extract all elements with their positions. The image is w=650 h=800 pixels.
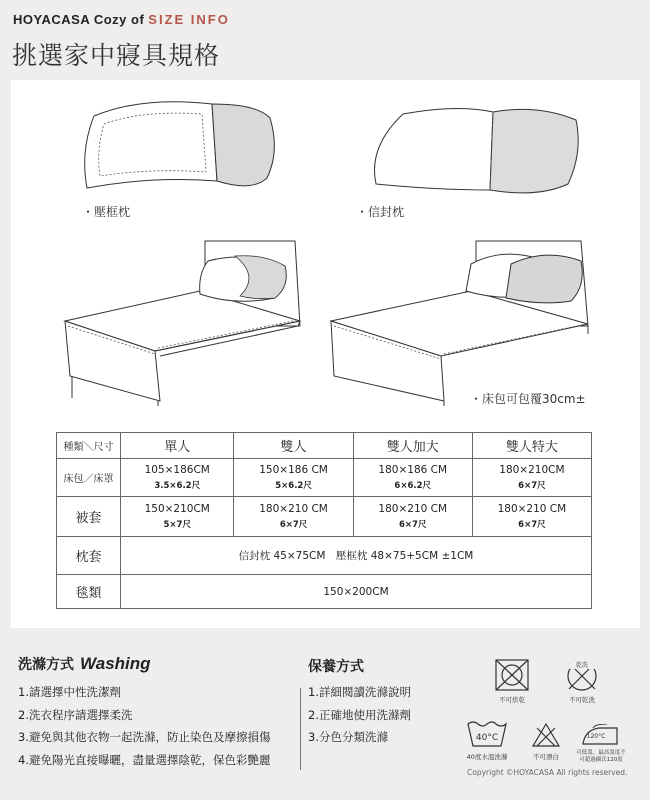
wash-title-zh: 洗滌方式 (18, 657, 74, 673)
table-cell: 信封枕 45×75CM 壓框枕 48×75+5CM ±1CM (121, 537, 592, 575)
row-label: 毯類 (57, 575, 121, 609)
table-cell: 105×186CM 3.5×6.2尺 (121, 459, 234, 497)
care-icons (465, 656, 625, 766)
table-row (57, 575, 592, 609)
table-cell: 180×210 CM 6×7尺 (353, 497, 472, 537)
wash-title (18, 654, 151, 674)
frame-pillow-illustration (82, 96, 282, 196)
row-label: 枕套 (57, 537, 121, 575)
table-cell: 150×210CM 5×7尺 (121, 497, 234, 537)
bed-caption: ・床包可包覆30cm± (470, 392, 586, 406)
keep-title: 保養方式 (308, 659, 364, 675)
col-header: 雙人特大 (472, 433, 591, 459)
table-corner: 種類＼尺寸 (57, 433, 121, 459)
table-row (57, 459, 592, 497)
table-cell: 180×210CM 6×7尺 (472, 459, 591, 497)
wash-title-en: Washing (80, 654, 151, 673)
wash-temp: 40°C (475, 733, 499, 743)
row-label: 被套 (57, 497, 121, 537)
table-cell: 180×210 CM 6×7尺 (472, 497, 591, 537)
list-item: 2.洗衣程序請選擇柔洗 (18, 707, 133, 722)
single-bed-illustration (60, 236, 305, 406)
row-label: 床包／床罩 (57, 459, 121, 497)
no-bleach-label: 不可漂白 (533, 753, 559, 761)
table-header-row (57, 433, 592, 459)
dry-clean-text: 乾洗 (569, 660, 595, 669)
care-section (0, 636, 650, 800)
envelope-pillow-caption: ・信封枕 (356, 205, 405, 219)
iron-label: 可低溫，最高溫度不可超過攝氏120度 (576, 750, 626, 763)
wash-list (18, 681, 270, 771)
table-row (57, 497, 592, 537)
brand-name: HOYACASA Cozy of (13, 12, 145, 27)
table-cell: 150×186 CM 5×6.2尺 (234, 459, 353, 497)
double-bed-illustration (326, 236, 596, 406)
wash-40-label: 40度水溫洗滌 (466, 753, 508, 761)
no-dry-label: 不可乾洗 (569, 696, 595, 704)
brand-accent: SIZE INFO (148, 12, 230, 27)
keep-list (308, 681, 411, 749)
brand-line (13, 12, 230, 27)
list-item: 3.避免與其他衣物一起洗滌，防止染色及摩擦損傷 (18, 730, 271, 744)
no-tumble-dry-icon (493, 658, 531, 692)
list-item: 2.正確地使用洗滌劑 (308, 707, 411, 722)
iron-temp: 120°C (586, 733, 606, 740)
table-cell: 180×186 CM 6×6.2尺 (353, 459, 472, 497)
col-header: 雙人加大 (353, 433, 472, 459)
page-subtitle: 挑選家中寢具規格 (12, 41, 221, 70)
envelope-pillow-illustration (368, 102, 583, 197)
no-tumble-label: 不可烘乾 (499, 696, 525, 704)
table-cell: 180×210 CM 6×7尺 (234, 497, 353, 537)
list-item: 1.請選擇中性洗潔劑 (18, 685, 121, 699)
divider (300, 688, 301, 770)
no-bleach-icon (531, 722, 561, 748)
col-header: 單人 (121, 433, 234, 459)
list-item: 3.分色分類洗滌 (308, 730, 388, 744)
col-header: 雙人 (234, 433, 353, 459)
header (0, 0, 650, 78)
table-cell: 150×200CM (121, 575, 592, 609)
list-item: 4.避免陽光直接曝曬，盡量選擇陰乾，保色彩艷麗 (18, 752, 271, 767)
list-item: 1.詳細閱讀洗滌說明 (308, 685, 411, 699)
copyright: Copyright ©HOYACASA All rights reserved. (467, 768, 628, 777)
frame-pillow-caption: ・壓框枕 (82, 205, 131, 219)
size-table (56, 432, 592, 609)
table-row (57, 537, 592, 575)
